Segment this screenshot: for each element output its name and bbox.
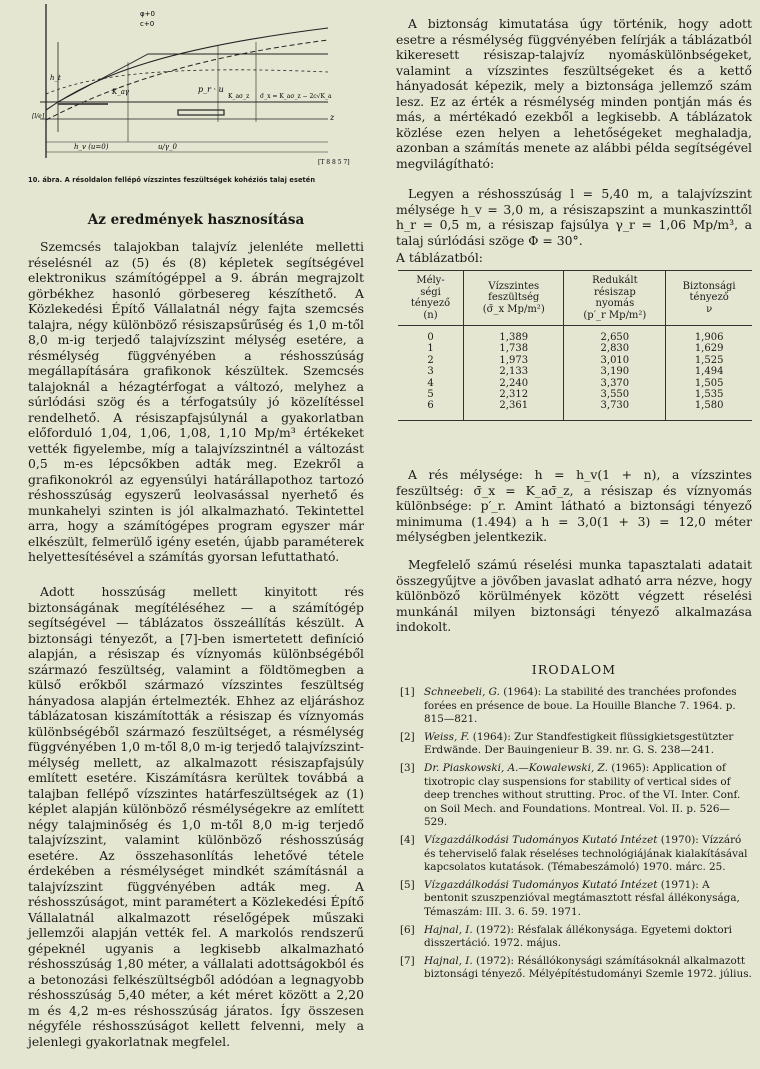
references-heading: IRODALOM <box>531 662 617 677</box>
safety-factor-table <box>398 270 752 421</box>
table-row: 6 2,361 3,730 1,580 <box>398 400 752 420</box>
table-row: 5 2,312 3,550 1,535 <box>398 389 752 400</box>
left-paragraph-1: Szemcsés talajokban talajvíz jelenléte melletti réselésnél az (5) és (8) képletek segítségével elektronikus számítógéppel a 9. ábrán megrajzolt görbékhez hasonló görbesereg készíthető. A Közlekedési Építő Vállalatnál négy fajta szemcsés talajra, négy különböző résiszapsűrűség és 1,0 m-től 8,0 m-ig terjedő talajvízszint mélység esetére, a résmélység függvényében a réshosszúság megállapítására grafikonok készültek. Szemcsés talajoknál a hézagtérfogat a változó, melyhez a súrlódási szög és a térfogatsúly jó közelítéssel rendelhető. A résiszapfajsúlynál a gyakorlatban előforduló 1,04, 1,06, 1,08, 1,10 Mp/m³ értékeket vették figyelembe, míg a talajvízszintnél a változást 0,5 m-es lépcsőkben adták meg. Ezekről a grafikonokról az egyensúlyi határállapothoz tartozó réshosszúság egyszerű leolvasással nyerhető és munkahelyi szinten is jól alkalmazható. Tekintettel arra, hogy a számítógépes program egyszer már elkészült, felmerülő igény esetén, újabb paraméterek helyettesítésével a számítás gyorsan lefuttatható. <box>28 239 364 564</box>
table-row: 1 1,738 2,830 1,629 <box>398 343 752 354</box>
figure-caption: 10. ábra. A résoldalon fellépő vízszintes feszültségek kohéziós talaj esetén <box>28 176 316 184</box>
label-kodex: [T 8 8 5 7] <box>318 159 350 166</box>
reference-item: [4] Vízgazdálkodási Tudományos Kutató Intézet (1970): Vízzáró és teherviselő falak réseléses technológiájának kialakításával kapcsolatos kutatások. (Témabeszámoló) 1970. márc. 25. <box>400 833 748 874</box>
table-label: A táblázatból: <box>396 250 483 265</box>
table-row: 3 2,133 3,190 1,494 <box>398 366 752 377</box>
reference-item: [7] Hajnal, I. (1972): Résállókonysági számításoknál alkalmazott biztonsági tényező. Mélyépítéstudományi Szemle 1972. július. <box>400 954 752 981</box>
right-paragraph-4: Megfelelő számú réselési munka tapasztalati adatait összegyűjtve a jövőben javaslat adható arra nézve, hogy különböző körülmények között végzett réselési munkánál milyen biztonsági tényező alkalmazása indokolt. <box>396 557 752 634</box>
label-pr-u: p_r · u <box>198 85 224 94</box>
right-paragraph-2: Legyen a réshosszúság l = 5,40 m, a talajvízszint mélysége h_v = 3,0 m, a résiszapszint a munkaszinttől h_r = 0,5 m, a résiszap fajsúlya γ_r = 1,06 Mp/m³, a talaj súrlódási szöge Φ = 30°. <box>396 186 752 248</box>
label-c0: c+0 <box>140 20 155 28</box>
table-row: 0 1,389 2,650 1,906 <box>398 326 752 344</box>
table-header: Biztonsági tényező ν <box>666 271 752 326</box>
label-u-gamma: u/γ_0 <box>158 143 178 151</box>
table-header: Redukált résiszap nyomás (p′_r Mp/m²) <box>564 271 666 326</box>
section-heading: Az eredmények hasznosítása <box>87 212 305 228</box>
label-ratio: [l/e] <box>32 113 45 120</box>
label-z: z <box>330 113 335 122</box>
label-ht: h_t <box>50 74 61 82</box>
label-ka-gamma: K_aγ <box>112 88 130 96</box>
table-header: Vízszintes feszültség (σ̄_x Mp/m²) <box>464 271 564 326</box>
label-ka-sigma: K_aσ_z <box>228 93 250 100</box>
table-row: 4 2,240 3,370 1,505 <box>398 378 752 389</box>
right-paragraph-1: A biztonság kimutatása úgy történik, hogy adott esetre a résmélység függvényében felírják a táblázatból kikeresett résiszap-talajvíz nyomáskülönbségeket, valamint a vízszintes feszültségeket és a kettő hányadosát képezik, mely a biztonsága jellemző szám lesz. Ez az érték a résmélység minden pontján más és más, a mértékadó ezekből a legkisebb. A táblázatok közlése ezen helyen a lehetőségeket meghaladja, azonban a számítás menete az alábbi példa segítségével megvilágítható: <box>396 16 752 171</box>
table-header: Mély- ségi tényező (n) <box>398 271 464 326</box>
figure-10-diagram <box>28 2 364 188</box>
table-row: 2 1,973 3,010 1,525 <box>398 355 752 366</box>
reference-item: [6] Hajnal, I. (1972): Résfalak állékonysága. Egyetemi doktori disszertáció. 1972. május. <box>400 923 732 950</box>
references-list <box>400 686 752 986</box>
slot-bar <box>178 110 224 115</box>
label-hv: h_v (u=0) <box>74 143 109 151</box>
reference-item: [2] Weiss, F. (1964): Zur Standfestigkeit flüssigkietsgestützter Erdwände. Der Bauingenieur B. 39. nr. G. S. 238—241. <box>400 730 734 757</box>
reference-item: [3] Dr. Piaskowski, A.—Kowalewski, Z. (1965): Application of tixotropic clay suspensions for stability of vertical sides of deep trenches without strutting. Proc. of the VI. Inter. Conf. on Soil Mech. and Foundations. Montreal. Vol. II. p. 526—529. <box>400 761 741 829</box>
label-phi0: φ+0 <box>140 10 155 18</box>
label-sigma-x: σ̄_x = K_aσ_z − 2c√K_a <box>260 93 332 100</box>
left-paragraph-2: Adott hosszúság mellett kinyitott rés biztonságának megítéléséhez — a számítógép segítségével — táblázatos összeállítás készült. A biztonsági tényezőt, a [7]-ben ismertetett definíció alapján, a résiszap és víznyomás különbségéből származó feszültség, valamint a földtömegben a külső erőkből származó vízszintes feszültség hányadosa alapján értelmezték. Ehhez az eljáráshoz táblázatosan kiszámították a résiszap és víznyomás különbségéből származó feszültséget, a résmélység függvényében 1,0 m-től 8,0 m-ig terjedő talajvízszint-mélység mellett, az alkalmazott résiszapfajsúly említett esetére. Kiszámításra kerültek továbbá a talajban fellépő vízszintes határfeszültségek az (1) képlet alapján különböző résmélységekre az említett négy talajminőség és 1,0 m-től 8,0 m-ig terjedő talajvízszint, valamint különböző réshosszúság esetére. Az összehasonlítás lehetővé tétele érdekében a résmélységet mindkét számításnál a talajvízszint függvényében adták meg. A réshosszúságot, mint paramétert a Közlekedési Építő Vállalatnál alkalmazott réselőgépek műszaki jellemzői alapján vették fel. A markolós rendszerű gépeknél ugyanis a legkisebb alkalmazható réshosszúság 1,80 méter, a vállalati adottságokból és a betonozási felkészültségből adódóan a legnagyobb réshosszúság 5,40 méter, a két méret között a 2,20 m és 4,2 m-es réshosszúság járatos. Így összesen négyféle réshosszúságot kellett felvenni, mely a jelenlegi gyakorlatnak megfelel. <box>28 584 364 1049</box>
reference-item: [5] Vízgazdálkodási Tudományos Kutató Intézet (1971): A bentonit szuszpenzióval megtámasztott résfal állékonysága, Témaszám: III. 3. 6. 59. 1971. <box>400 878 740 918</box>
reference-item: [1] Schneebeli, G. (1964): La stabilité des tranchées profondes forées en présence de boue. La Houille Blanche 7. 1964. p. 815—821. <box>400 686 737 726</box>
right-paragraph-3: A rés mélysége: h = h_v(1 + n), a vízszintes feszültség: σ̄_x = K_aσ̄_z, a résiszap és víznyomás különbsége: p′_r. Amint látható a biztonsági tényező minimuma (1.494) a h = 3,0(1 + 3) = 12,0 méter mélységben jelentkezik. <box>396 467 752 544</box>
